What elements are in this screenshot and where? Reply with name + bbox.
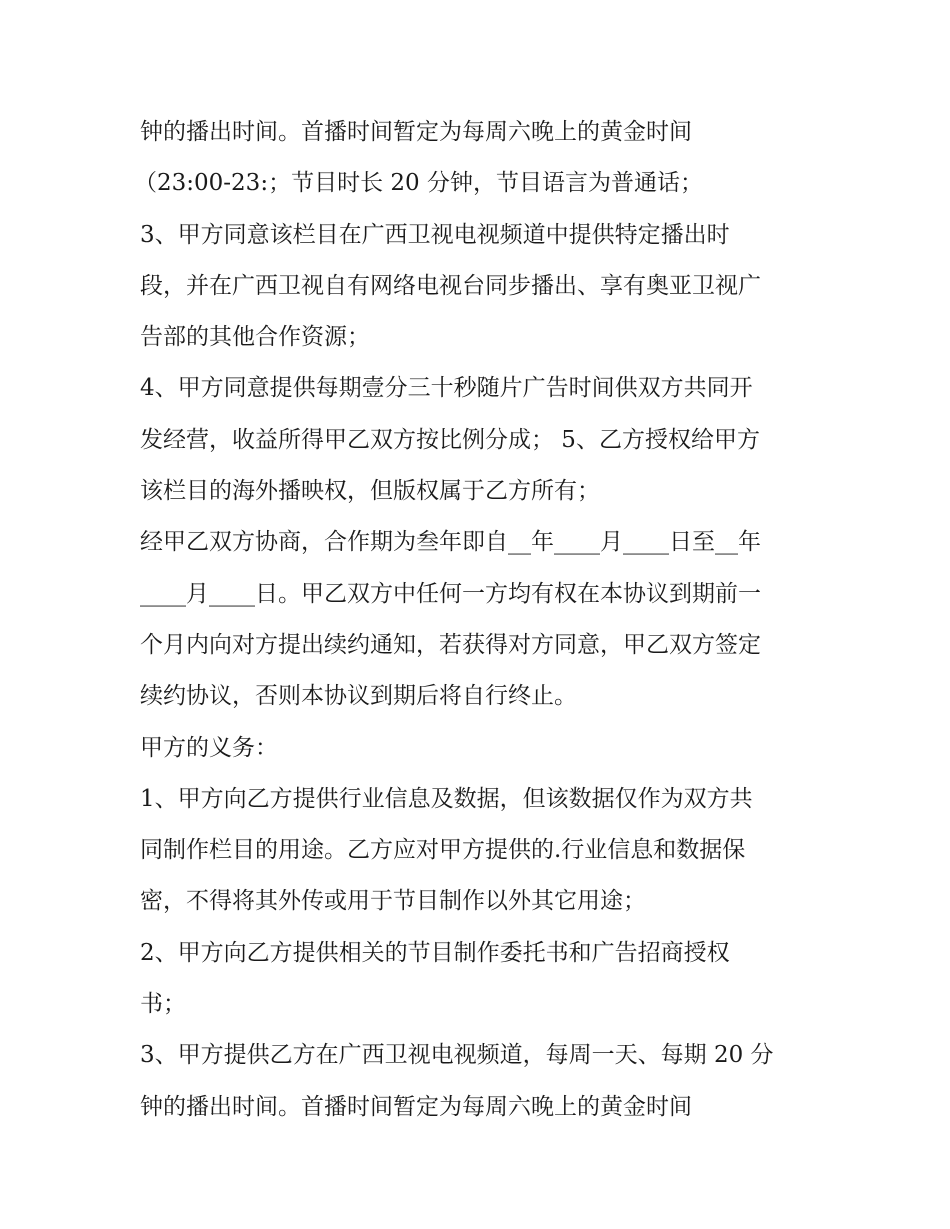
text-line: 同制作栏目的用途。乙方应对甲方提供的.行业信息和数据保 (140, 837, 746, 864)
text-line: 3、甲方同意该栏目在广西卫视电视频道中提供特定播出时 (140, 221, 730, 248)
text-line: 续约协议，否则本协议到期后将自行终止。 (140, 683, 577, 710)
text-line: 告部的其他合作资源； (140, 324, 370, 351)
text-line: 个月内向对方提出续约通知，若获得对方同意，甲乙双方签定 (140, 631, 761, 658)
text-line: 钟的播出时间。首播时间暂定为每周六晚上的黄金时间 (140, 119, 692, 145)
text-line: 发经营，收益所得甲乙双方按比例分成； 5、乙方授权给甲方 (140, 426, 760, 453)
section-heading: 甲方的义务： (140, 734, 278, 761)
text-line: 3、甲方提供乙方在广西卫视电视频道，每周一天、每期 20 分 (140, 1042, 774, 1069)
text-line: 2、甲方向乙方提供相关的节目制作委托书和广告招商授权 (140, 939, 730, 966)
text-line: 4、甲方同意提供每期壹分三十秒随片广告时间供双方共同开 (140, 375, 753, 402)
text-line: 密，不得将其外传或用于节目制作以外其它用途； (140, 888, 646, 915)
text-line: 钟的播出时间。首播时间暂定为每周六晚上的黄金时间 (140, 1093, 692, 1120)
text-line: 段，并在广西卫视自有网络电视台同步播出、享有奥亚卫视广 (140, 272, 761, 299)
text-line: 1、甲方向乙方提供行业信息及数据，但该数据仅作为双方共 (140, 785, 753, 812)
document-body (134, 107, 830, 1133)
text-line: 经甲乙双方协商，合作期为叁年即自__年____月____日至__年 (140, 529, 761, 556)
text-line: ____月____日。甲乙双方中任何一方均有权在本协议到期前一 (140, 580, 761, 607)
text-line: 书； (140, 991, 186, 1018)
text-line: （23:00-23:；节目时长 20 分钟，节目语言为普通话； (134, 170, 703, 197)
text-line: 该栏目的海外播映权，但版权属于乙方所有； (140, 478, 600, 505)
